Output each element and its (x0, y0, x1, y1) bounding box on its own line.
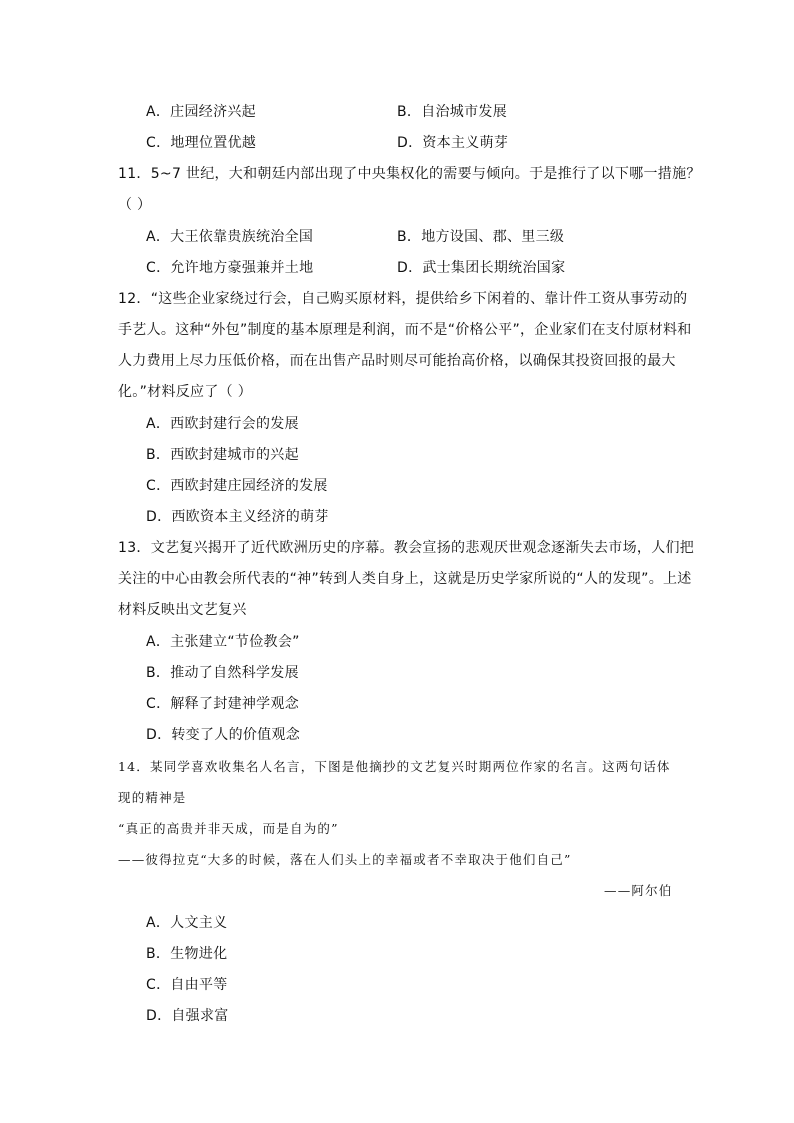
q11-option-d: D．武士集团长期统治国家 (397, 260, 566, 276)
q10-option-d: D．资本主义萌芽 (397, 135, 509, 151)
q13-option-d: D．转变了人的价值观念 (146, 727, 301, 743)
q11-stem-line-2: （ ） (118, 197, 152, 213)
q12-option-c: C．西欧封建庄园经济的发展 (146, 478, 328, 494)
q13-option-c: C．解释了封建神学观念 (146, 696, 300, 712)
q10-option-b: B．自治城市发展 (397, 104, 508, 120)
q13-stem-line-2: 关注的中心由教会所代表的“神”转到人类自身上，这就是历史学家所说的“人的发现”。上述 (118, 571, 692, 587)
q14-stem-line-2: 现的精神是 (118, 790, 187, 805)
q14-stem-line-1: 14．某同学喜欢收集名人名言，下图是他摘抄的文艺复兴时期两位作家的名言。这两句话体 (118, 759, 671, 774)
q11-stem-line-1: 11．5~7 世纪，大和朝廷内部出现了中央集权化的需要与倾向。于是推行了以下哪一措施？ (118, 166, 701, 182)
q11-option-a: A．大王依靠贵族统治全国 (146, 229, 314, 245)
q12-stem-line-4: 化。”材料反应了（ ） (118, 384, 253, 400)
q12-stem-line-3: 人力费用上尽力压低价格，而在出售产品时则尽可能抬高价格，以确保其投资回报的最大 (118, 353, 676, 369)
q14-quote-1: “真正的高贵并非天成，而是自为的” (118, 821, 339, 836)
q12-option-b: B．西欧封建城市的兴起 (146, 447, 299, 463)
q11-option-b: B．地方设国、郡、里三级 (397, 229, 565, 245)
q12-stem-line-2: 手艺人。这种“外包”制度的基本原理是利润，而不是“价格公平”，企业家们在支付原材料和 (118, 322, 692, 338)
q14-attribution: ——阿尔伯 (604, 883, 673, 898)
q14-option-d: D．自强求富 (146, 1008, 229, 1024)
q12-stem-line-1: 12．“这些企业家绕过行会，自己购买原材料，提供给乡下闲着的、靠计件工资从事劳动的 (118, 291, 688, 307)
q14-option-b: B．生物进化 (146, 946, 228, 962)
q14-quote-2: ——彼得拉克“大多的时候，落在人们头上的幸福或者不幸取决于他们自己” (118, 852, 572, 867)
q13-option-a: A．主张建立“节俭教会” (146, 634, 300, 650)
q12-option-d: D．西欧资本主义经济的萌芽 (146, 509, 329, 525)
q13-stem-line-3: 材料反映出文艺复兴 (118, 602, 247, 618)
q11-option-c: C．允许地方豪强兼并土地 (146, 260, 314, 276)
q13-option-b: B．推动了自然科学发展 (146, 665, 299, 681)
q10-option-c: C．地理位置优越 (146, 135, 257, 151)
q14-option-a: A．人文主义 (146, 915, 228, 931)
q14-option-c: C．自由平等 (146, 977, 228, 993)
q13-stem-line-1: 13．文艺复兴揭开了近代欧洲历史的序幕。教会宣扬的悲观厌世观念逐渐失去市场，人们把 (118, 540, 695, 556)
q12-option-a: A．西欧封建行会的发展 (146, 416, 299, 432)
q10-option-a: A．庄园经济兴起 (146, 104, 256, 120)
